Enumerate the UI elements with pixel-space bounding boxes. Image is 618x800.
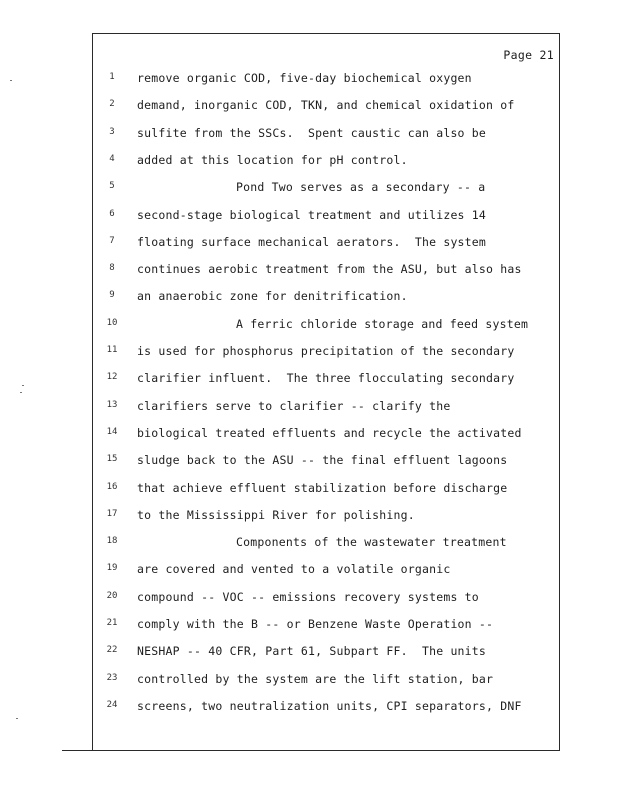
transcript-line: is used for phosphorus precipitation of the secondary: [137, 344, 515, 358]
line-number: 21: [106, 618, 118, 628]
transcript-line: clarifier influent. The three flocculating secondary: [137, 371, 515, 386]
line-number: 1: [109, 72, 115, 82]
line-number: 17: [106, 508, 118, 519]
line-number: 3: [109, 126, 115, 137]
transcript-line: demand, inorganic COD, TKN, and chemical oxidation of: [137, 98, 515, 113]
line-number: 23: [106, 672, 118, 683]
transcript-line: comply with the B -- or Benzene Waste Operation --: [137, 617, 494, 631]
line-number: 12: [106, 372, 118, 383]
line-number: 14: [106, 426, 118, 437]
line-number: 10: [106, 317, 118, 328]
line-number: 15: [106, 454, 118, 465]
transcript-line: controlled by the system are the lift station, bar: [137, 671, 494, 686]
transcript-line: sludge back to the ASU -- the final effluent lagoons: [137, 453, 508, 468]
transcript-line: Components of the wastewater treatment: [236, 535, 507, 550]
page-number: Page 21: [503, 48, 554, 62]
line-number: 22: [106, 645, 118, 656]
transcript-page-border: [92, 33, 560, 751]
transcript-line: to the Mississippi River for polishing.: [137, 507, 415, 522]
line-number: 19: [106, 563, 118, 574]
transcript-line: sulfite from the SSCs. Spent caustic can also be: [137, 125, 487, 140]
scan-speck: [10, 80, 12, 81]
line-number: 5: [109, 181, 115, 192]
transcript-line: continues aerobic treatment from the ASU, but also has: [137, 262, 522, 277]
line-number: 6: [109, 208, 115, 219]
scan-speck: [22, 385, 24, 386]
transcript-line: Pond Two serves as a secondary -- a: [236, 180, 486, 195]
transcript-line: biological treated effluents and recycle the activated: [137, 425, 522, 440]
line-number: 9: [109, 290, 115, 301]
transcript-line: floating surface mechanical aerators. The system: [137, 234, 487, 249]
transcript-line: NESHAP -- 40 CFR, Part 61, Subpart FF. The units: [137, 644, 487, 659]
line-number: 4: [109, 153, 115, 164]
line-number: 7: [109, 235, 115, 246]
transcript-line: an anaerobic zone for denitrification.: [137, 289, 408, 304]
line-number: 24: [106, 699, 118, 710]
line-number: 16: [106, 481, 118, 492]
transcript-line: A ferric chloride storage and feed system: [236, 316, 529, 331]
page-bottom-rule: [62, 750, 560, 751]
transcript-line: that achieve effluent stabilization before discharge: [137, 480, 508, 495]
scan-speck: [20, 392, 22, 393]
line-number: 13: [106, 399, 118, 410]
line-number: 20: [106, 590, 118, 601]
transcript-line: screens, two neutralization units, CPI separators, DNF: [137, 698, 522, 713]
transcript-line: second-stage biological treatment and utilizes 14: [137, 207, 487, 222]
line-number: 2: [109, 99, 115, 110]
transcript-line: remove organic COD, five-day biochemical oxygen: [137, 71, 472, 85]
line-number: 8: [109, 263, 115, 274]
scan-speck: [16, 718, 18, 719]
transcript-line: clarifiers serve to clarifier -- clarify the: [137, 398, 451, 413]
transcript-line: are covered and vented to a volatile organic: [137, 562, 451, 577]
transcript-line: added at this location for pH control.: [137, 152, 408, 167]
line-number: 11: [106, 345, 118, 355]
transcript-line: compound -- VOC -- emissions recovery systems to: [137, 589, 479, 604]
line-number: 18: [106, 536, 118, 547]
